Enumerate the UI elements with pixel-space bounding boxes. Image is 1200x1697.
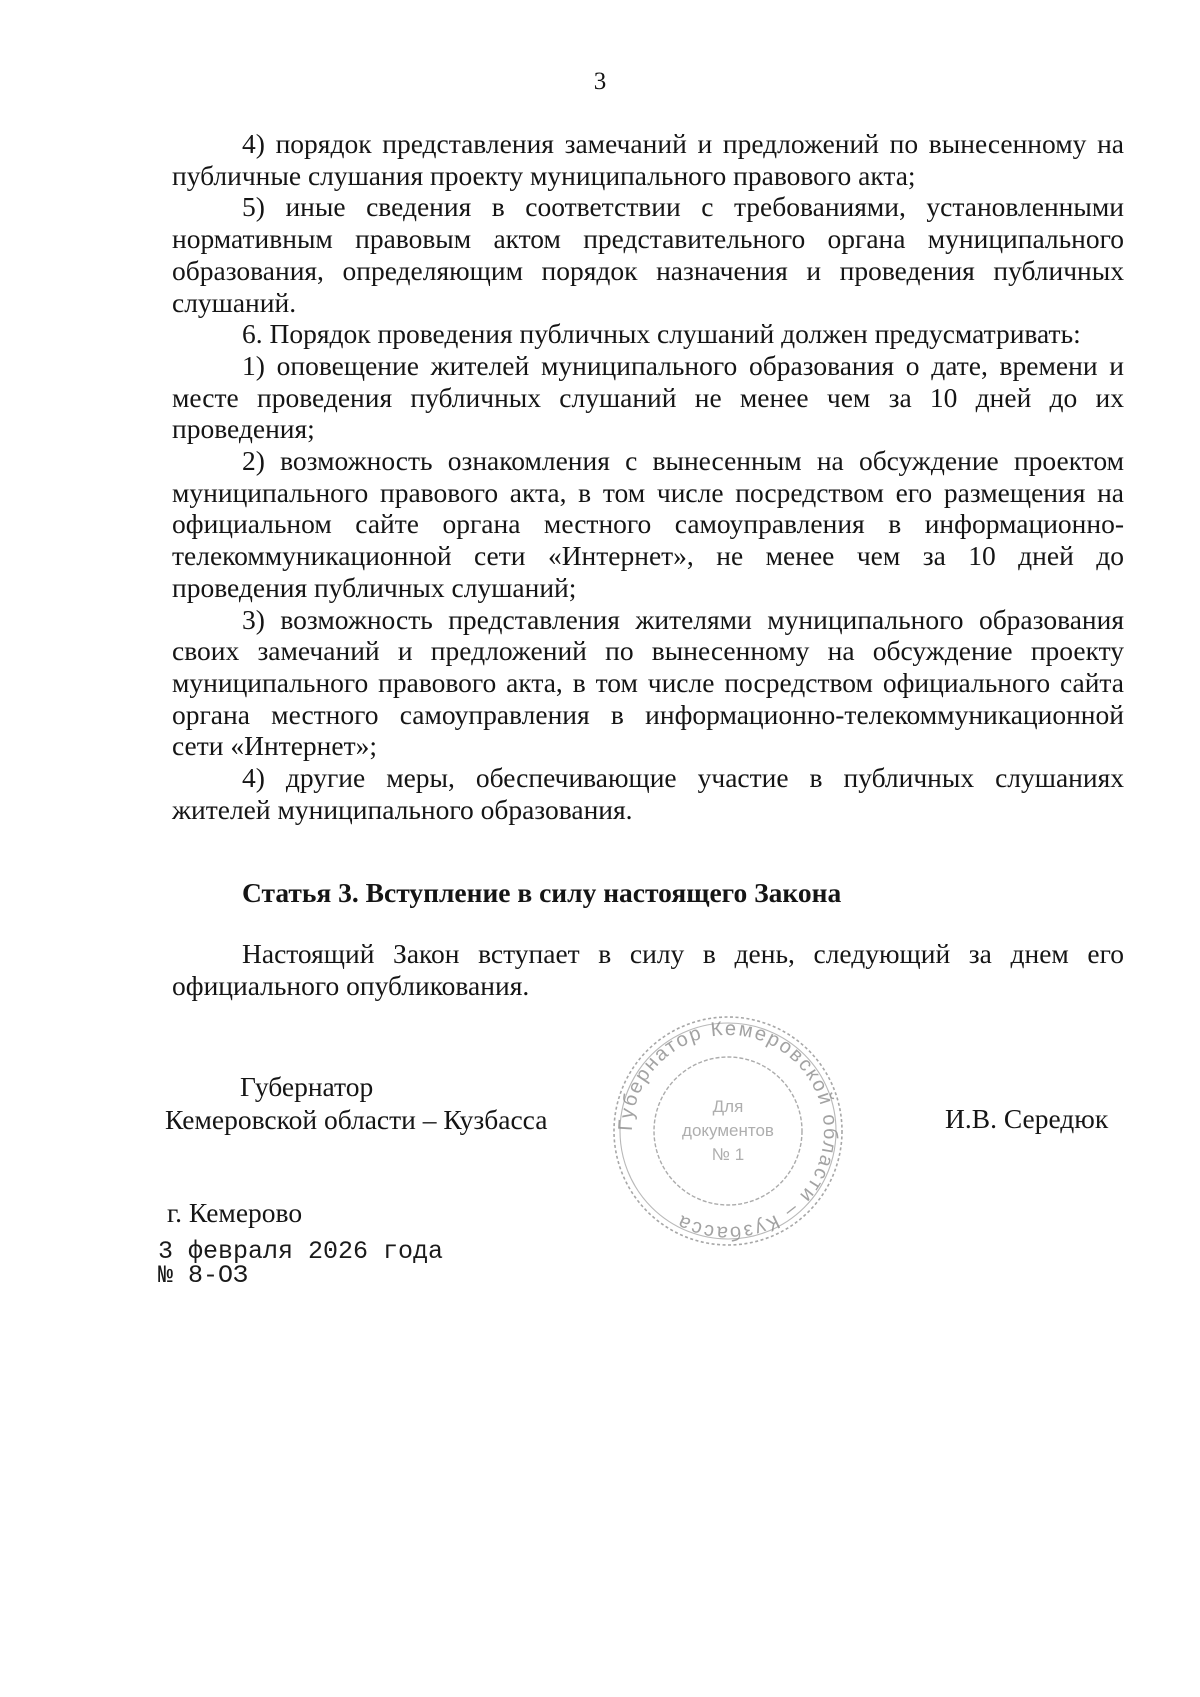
- law-body-text: [172, 128, 1124, 825]
- official-seal: [608, 1012, 848, 1250]
- signer-title-line-2: Кемеровской области – Кузбасса: [165, 1104, 548, 1135]
- seal-center-line-1: Для: [712, 1097, 744, 1116]
- paragraph-item: 3) возможность представления жителями муниципального образования своих замечаний и предложений по вынесенному на обсуждение проекту муниципального правового акта, в том числе посредством официального сайта органа местного самоуправления в информационно-телекоммуникационной сети «Интернет»;: [172, 603, 1124, 762]
- paragraph-item: 4) другие меры, обеспечивающие участие в публичных слушаниях жителей муниципального образования.: [172, 762, 1124, 825]
- seal-center-line-3: № 1: [711, 1145, 745, 1164]
- article-text: Настоящий Закон вступает в силу в день, следующий за днем его официального опубликования.: [172, 938, 1124, 1001]
- article-text-block: [172, 938, 1124, 1002]
- signer-title: [165, 1070, 547, 1136]
- paragraph-item: 2) возможность ознакомления с вынесенным на обсуждение проектом муниципального правового акта, в том числе посредством его размещения на официальном сайте органа местного самоуправления в информационно-телекоммуникационной сети «Интернет», не менее чем за 10 дней до проведения публичных слушаний;: [172, 445, 1124, 603]
- signer-title-line-1: Губернатор: [240, 1071, 374, 1102]
- paragraph-item: 4) порядок представления замечаний и предложений по вынесенному на публичные слушания проекту муниципального правового акта;: [172, 128, 1124, 191]
- seal-center-line-2: документов: [682, 1121, 774, 1140]
- law-number: № 8-ОЗ: [158, 1261, 249, 1290]
- signing-city: г. Кемерово: [167, 1197, 303, 1228]
- law-registration-details: [158, 1237, 444, 1290]
- seal-ring-text: Губернатор Кемеровской области – Кузбасса: [614, 1017, 842, 1245]
- page-number: 3: [593, 68, 607, 95]
- article-heading: Статья 3. Вступление в силу настоящего Закона: [242, 877, 842, 908]
- paragraph-item: 1) оповещение жителей муниципального образования о дате, времени и месте проведения публичных слушаний не менее чем за 10 дней до их проведения;: [172, 349, 1124, 445]
- paragraph-item: 6. Порядок проведения публичных слушаний должен предусматривать:: [242, 318, 1081, 350]
- paragraph-item: 5) иные сведения в соответствии с требованиями, установленными нормативным правовым актом представительного органа муниципального образования, определяющим порядок назначения и проведения публичных слушаний.: [172, 191, 1124, 318]
- law-date: 3 февраля 2026 года: [158, 1237, 444, 1266]
- signer-name: И.В. Середюк: [945, 1103, 1109, 1134]
